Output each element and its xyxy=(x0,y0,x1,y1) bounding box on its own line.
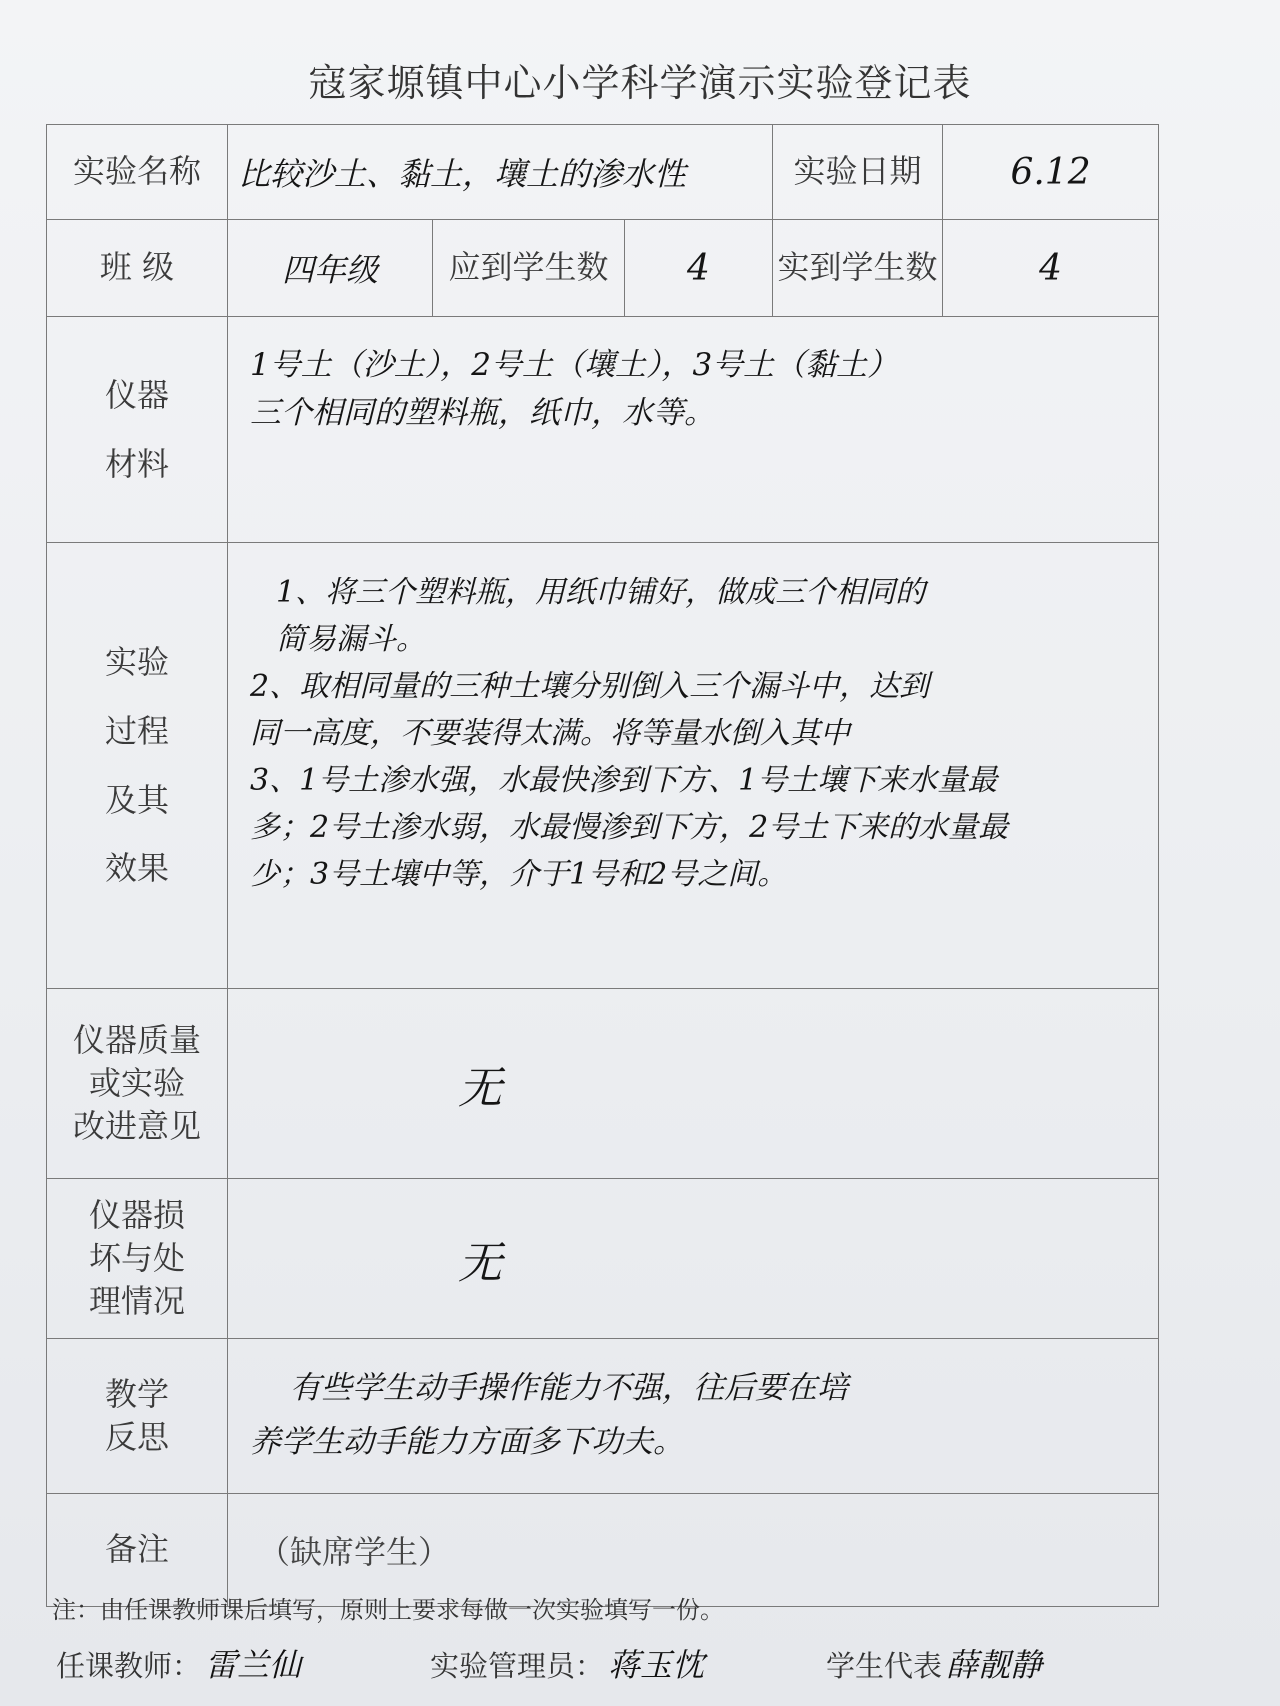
row-experiment-name xyxy=(47,125,1159,220)
damage-label-line2: 坏与处 xyxy=(88,1238,185,1277)
row-equipment xyxy=(47,317,1159,543)
remarks-label: 备注 xyxy=(47,1494,228,1607)
experiment-name-value: 比较沙土、黏土，壤土的渗水性 xyxy=(228,125,773,220)
signature-footer xyxy=(0,1640,1280,1700)
damage-handling-value: 无 xyxy=(228,1179,1159,1339)
equipment-label-line1: 仪器 xyxy=(104,375,169,414)
equipment-value xyxy=(228,317,1159,543)
process-line: 同一高度，不要装得太满。将等量水倒入其中 xyxy=(250,716,850,751)
reflection-line: 有些学生动手操作能力不强，往后要在培 xyxy=(290,1370,848,1406)
reflection-label-line1: 教学 xyxy=(104,1374,169,1413)
remarks-value: （缺席学生） xyxy=(228,1494,1159,1607)
teacher-signature: 雷兰仙 xyxy=(205,1646,302,1684)
experiment-date-label: 实验日期 xyxy=(773,125,943,220)
row-damage-handling xyxy=(47,1179,1159,1339)
expected-students-label: 应到学生数 xyxy=(433,220,625,317)
manager-signature-block xyxy=(430,1640,704,1686)
actual-students-label: 实到学生数 xyxy=(773,220,943,317)
quality-label-line1: 仪器质量 xyxy=(72,1020,201,1059)
manager-signature: 蒋玉忱 xyxy=(608,1646,705,1684)
process-line: 少；3号土壤中等，介于1号和2号之间。 xyxy=(250,857,788,892)
equipment-line: 1号土（沙土），2号土（壤土），3号土（黏土） xyxy=(250,347,899,383)
process-value xyxy=(228,543,1159,989)
reflection-value xyxy=(228,1339,1159,1494)
process-label-line4: 效果 xyxy=(104,849,169,888)
row-class xyxy=(47,220,1159,317)
reflection-label xyxy=(47,1339,228,1494)
teacher-signature-block xyxy=(56,1640,301,1686)
reflection-label-line2: 反思 xyxy=(104,1418,169,1456)
damage-label-line3: 理情况 xyxy=(88,1282,185,1321)
teacher-label: 任课教师： xyxy=(56,1649,202,1683)
experiment-name-label: 实验名称 xyxy=(47,125,228,220)
class-value: 四年级 xyxy=(228,220,433,317)
process-label-line2: 过程 xyxy=(104,711,169,750)
student-signature: 薛靓静 xyxy=(946,1646,1043,1684)
process-line: 2、取相同量的三种土壤分别倒入三个漏斗中，达到 xyxy=(250,669,930,704)
row-quality-opinion xyxy=(47,989,1159,1179)
experiment-date-value: 6.12 xyxy=(943,125,1159,220)
row-process xyxy=(47,543,1159,989)
process-line: 1、将三个塑料瓶，用纸巾铺好，做成三个相同的 xyxy=(276,575,926,610)
form-title: 寇家塬镇中心小学科学演示实验登记表 xyxy=(308,61,972,105)
student-label: 学生代表 xyxy=(826,1649,943,1683)
student-signature-block xyxy=(826,1640,1042,1686)
manager-label: 实验管理员： xyxy=(430,1649,605,1683)
row-reflection xyxy=(47,1339,1159,1494)
form-note: 注：由任课教师课后填写，原则上要求每做一次实验填写一份。 xyxy=(52,1596,724,1624)
equipment-line: 三个相同的塑料瓶，纸巾，水等。 xyxy=(250,395,715,431)
process-line: 简易漏斗。 xyxy=(276,622,426,657)
reflection-line: 养学生动手能力方面多下功夫。 xyxy=(250,1424,684,1460)
process-label-line3: 及其 xyxy=(104,780,169,819)
equipment-label xyxy=(47,317,228,543)
damage-handling-label xyxy=(47,1179,228,1339)
equipment-label-line2: 材料 xyxy=(104,444,169,483)
quality-opinion-value: 无 xyxy=(228,989,1159,1179)
quality-opinion-label xyxy=(47,989,228,1179)
process-line: 多；2号土渗水弱，水最慢渗到下方，2号土下来的水量最 xyxy=(250,810,1009,845)
quality-label-line2: 或实验 xyxy=(88,1063,185,1102)
registration-form-table xyxy=(46,124,1159,1607)
process-label-line1: 实验 xyxy=(104,642,169,681)
damage-label-line1: 仪器损 xyxy=(88,1195,185,1234)
quality-label-line3: 改进意见 xyxy=(72,1107,201,1146)
expected-students-value: 4 xyxy=(625,220,773,317)
process-line: 3、1号土渗水强，水最快渗到下方、1号土壤下来水量最 xyxy=(250,763,998,798)
process-label xyxy=(47,543,228,989)
actual-students-value: 4 xyxy=(943,220,1159,317)
class-label: 班 级 xyxy=(47,220,228,317)
